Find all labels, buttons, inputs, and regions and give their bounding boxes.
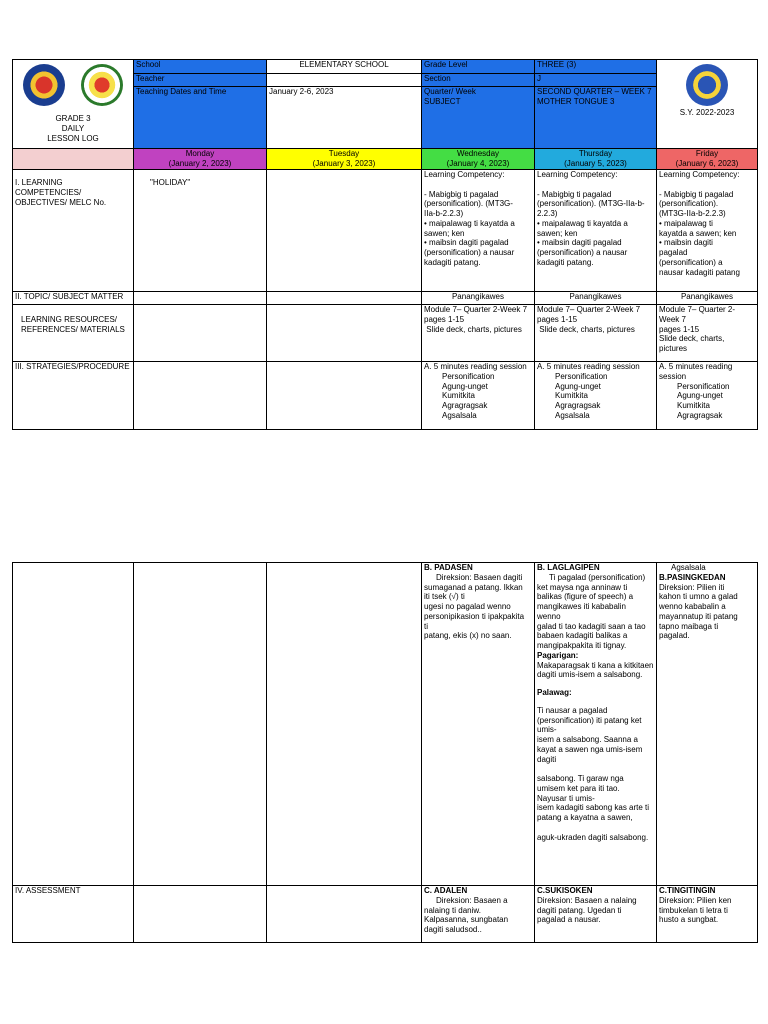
text-line: Direksion: Pilien ken [659, 895, 732, 905]
text-line: A. 5 minutes reading session [537, 362, 640, 371]
topic-label: II. TOPIC/ SUBJECT MATTER [13, 292, 134, 305]
text-line: balikas (figure of speech) a [537, 592, 634, 602]
dll-title: GRADE 3 DAILY LESSON LOG [47, 114, 99, 143]
monday-assessment [134, 886, 267, 943]
text-line: Direksion: Basaen a [436, 895, 508, 905]
day-header-wednesday: Wednesday (January 4, 2023) [422, 149, 535, 170]
thursday-strategies [535, 362, 657, 430]
text-line: aguk-ukraden dagiti salsabong. [537, 832, 649, 842]
text-line: mangikawes iti kababalin [537, 602, 626, 611]
text-line: (personification) a nausar [537, 248, 628, 257]
text-line: isem kadagiti sabong kas arte ti [537, 803, 650, 813]
school-year-cell [657, 60, 758, 149]
section-label: Section [422, 74, 535, 87]
text-line: ugesi no pagalad wenno [424, 602, 511, 611]
text-line [424, 180, 532, 190]
text-line: - Mabigbig ti pagalad [659, 189, 734, 199]
teacher-value [267, 74, 422, 87]
text-line: ti [424, 621, 428, 631]
text-line: Slide deck, charts, pictures [424, 324, 522, 334]
thursday-competency [535, 170, 657, 292]
p2-tuesday-cell [267, 563, 422, 886]
padasen-title: B. PADASEN [424, 563, 473, 572]
thursday-resources [535, 305, 657, 362]
text-line: dagiti patang. Ugedan ti [537, 905, 622, 915]
text-line: • maipalawag ti kayatda a [537, 218, 628, 228]
text-line: mayannatup iti patang [659, 611, 738, 621]
wednesday-competency [422, 170, 535, 292]
text-line: personipikasion ti ipakpakita [424, 611, 525, 621]
tuesday-topic [267, 292, 422, 305]
text-line: Agsalsala [442, 410, 477, 420]
wednesday-topic: Panangikawes [422, 292, 535, 305]
text-line: A. 5 minutes reading session [424, 362, 527, 371]
text-line: kayat a sawen nga umis-isem [537, 744, 643, 754]
sukisoken-body [537, 896, 654, 925]
text-line: kadagiti patang. [424, 257, 481, 267]
text-line: Module 7– Quarter 2- [659, 305, 736, 314]
text-line: kayatda a sawen; ken [659, 228, 737, 238]
pagarigan-title: Pagarigan: [537, 650, 579, 660]
palawag-body [537, 706, 654, 843]
text-line: (personification). [659, 199, 719, 209]
text-line: timbukelan ti letra ti [659, 905, 728, 915]
tuesday-strategies [267, 362, 422, 430]
agsalsala-text: Agsalsala [671, 563, 706, 572]
sukisoken-title: C.SUKISOKEN [537, 886, 593, 895]
text-line: Kumitkita [555, 391, 588, 401]
school-value: ELEMENTARY SCHOOL [267, 60, 422, 74]
text-line: mangipakpakita iti tignay. [537, 641, 627, 650]
text-line: • maibsin dagiti pagalad [537, 238, 622, 248]
text-line [537, 823, 654, 833]
text-line: Learning Competency: [659, 170, 740, 179]
text-line: • maipalawag ti kayatda a [424, 218, 515, 228]
text-line: Learning Competency: [537, 170, 618, 179]
text-line: Makaparagsak ti kana a kitkitaen [537, 660, 654, 670]
text-line: (MT3G-IIa-b-2.2.3) [659, 209, 726, 218]
text-line: - Mabigbig ti pagalad [537, 189, 612, 199]
text-line: Week 7 [659, 314, 686, 324]
pasingkedan-body [659, 583, 755, 642]
text-line [537, 180, 654, 190]
text-line: pages 1-15 [659, 324, 700, 334]
text-line: Agung-unget [555, 381, 601, 391]
school-year: S.Y. 2022-2023 [679, 108, 735, 117]
sukisoken-cell [535, 886, 657, 943]
day-header-friday: Friday (January 6, 2023) [657, 149, 758, 170]
text-line: kahon ti umno a galad [659, 592, 738, 602]
text-line: (personification) a [659, 257, 723, 267]
district-seal-icon [686, 64, 728, 106]
text-line: Agragragsak [442, 401, 488, 410]
text-line: Direksion: Basaen a nalaing [537, 895, 637, 905]
laglagipen-cell [535, 563, 657, 886]
text-line: salsabong. Ti garaw nga [537, 774, 624, 783]
text-line: Direksion: Basaen dagiti [436, 572, 523, 582]
text-line: (personification) iti patang ket [537, 715, 642, 725]
grade-level-label: Grade Level [422, 60, 535, 74]
text-line: • maipalawag ti [659, 218, 713, 228]
quarter-subject-label: Quarter/ Week SUBJECT [422, 87, 535, 149]
text-line: babaen kadagiti balikas a [537, 631, 628, 641]
section-value: J [535, 74, 657, 87]
text-line: Agsalsala [555, 410, 590, 420]
text-line: Agung-unget [677, 391, 723, 401]
pasingkedan-cell [657, 563, 758, 886]
friday-topic: Panangikawes [657, 292, 758, 305]
laglagipen-body [537, 573, 654, 651]
school-seal-icon [81, 64, 123, 106]
tingitingin-cell [657, 886, 758, 943]
text-line: - Mabigbig ti pagalad [424, 189, 499, 199]
padasen-body [424, 573, 532, 641]
day-header-thursday: Thursday (January 5, 2023) [535, 149, 657, 170]
text-line [659, 180, 755, 190]
padasen-cell [422, 563, 535, 886]
adalen-cell [422, 886, 535, 943]
text-line: Direksion: Pilien iti [659, 582, 725, 592]
text-line: session [659, 371, 687, 381]
day-header-monday: Monday (January 2, 2023) [134, 149, 267, 170]
dates-value: January 2-6, 2023 [267, 87, 422, 149]
thursday-topic: Panangikawes [535, 292, 657, 305]
text-line: wenno kababalin a [659, 602, 726, 611]
text-line: patang, ekis (x) no saan. [424, 631, 512, 641]
resources-label: LEARNING RESOURCES/ REFERENCES/ MATERIALS [13, 305, 134, 362]
dates-label: Teaching Dates and Time [134, 87, 267, 149]
text-line: pages 1-15 [537, 314, 578, 324]
tingitingin-body [659, 896, 755, 925]
adalen-title: C. ADALEN [424, 886, 468, 895]
text-line: pagalad. [659, 631, 690, 641]
text-line: Module 7– Quarter 2-Week 7 [424, 305, 528, 314]
friday-resources [657, 305, 758, 362]
wednesday-strategies [422, 362, 535, 430]
text-line: sumaganad a patang. Ikkan [424, 582, 523, 592]
day-header-tuesday: Tuesday (January 3, 2023) [267, 149, 422, 170]
text-line: umisem ket para iti tao. [537, 783, 620, 793]
holiday-cell: "HOLIDAY" [134, 170, 267, 292]
header-logo-cell [13, 60, 134, 149]
text-line: dagiti [537, 754, 557, 764]
text-line: Ti nausar a pagalad [537, 705, 608, 715]
text-line: Personification [442, 371, 495, 381]
deped-seal-icon [23, 64, 65, 106]
palawag-title: Palawag: [537, 688, 572, 697]
text-line: (personification). (MT3G- [424, 199, 513, 209]
wednesday-resources [422, 305, 535, 362]
text-line: pictures [659, 344, 688, 353]
text-line: sawen; ken [424, 228, 465, 238]
text-line: ket maysa nga anninaw ti [537, 582, 628, 592]
text-line: (personification) a nausar [424, 248, 515, 257]
monday-strategies [134, 362, 267, 430]
text-line: pagalad a nausar. [537, 915, 601, 925]
text-line: Slide deck, charts, pictures [537, 324, 635, 334]
laglagipen-title: B. LAGLAGIPEN [537, 563, 600, 572]
text-line: nalaing ti daniw. [424, 905, 481, 915]
adalen-body [424, 896, 532, 935]
text-line: Slide deck, charts, [659, 334, 725, 344]
pagarigan-body [537, 661, 654, 681]
text-line: Personification [555, 371, 608, 381]
teacher-label: Teacher [134, 74, 267, 87]
text-line: dagiti saludsod.. [424, 925, 482, 934]
text-line: iti tsek (√) ti [424, 592, 465, 602]
tuesday-assessment [267, 886, 422, 943]
text-line: (personification). (MT3G-IIa-b- [537, 199, 645, 209]
p2-monday-cell [134, 563, 267, 886]
text-line: A. 5 minutes reading [659, 362, 733, 371]
friday-strategies [657, 362, 758, 430]
text-line: pagalad [659, 248, 688, 257]
quarter-subject-value: SECOND QUARTER – WEEK 7 MOTHER TONGUE 3 [535, 87, 657, 149]
text-line: Kalpasanna, sungbatan [424, 915, 509, 925]
text-line: IIa-b-2.2.3) [424, 209, 464, 218]
day-row-left [13, 149, 134, 170]
text-line: nausar kadagiti patang [659, 267, 740, 277]
assessment-label: IV. ASSESSMENT [13, 886, 134, 943]
text-line: tapno maibaga ti [659, 621, 719, 631]
objectives-label: I. LEARNING COMPETENCIES/ OBJECTIVES/ MELC No. [13, 170, 134, 292]
lesson-log-table-page1 [12, 59, 758, 430]
text-line: Personification [677, 381, 730, 391]
p2-label-cell [13, 563, 134, 886]
tuesday-competency [267, 170, 422, 292]
text-line: Ti pagalad (personification) [549, 572, 646, 582]
text-line: • maibsin dagiti pagalad [424, 238, 509, 248]
text-line: Agragragsak [677, 410, 723, 420]
text-line: Kumitkita [442, 391, 475, 401]
text-line: sawen; ken [537, 228, 578, 238]
text-line: Nayusar ti umis- [537, 793, 595, 803]
text-line: Kumitkita [677, 401, 710, 410]
text-line: galad ti tao kadagiti saan a tao [537, 621, 646, 631]
monday-resources [134, 305, 267, 362]
friday-competency [657, 170, 758, 292]
lesson-log-table-page2 [12, 562, 758, 943]
text-line: dagiti umis-isem a salsabong. [537, 670, 643, 680]
text-line: Module 7– Quarter 2-Week 7 [537, 305, 641, 314]
text-line: umis- [537, 725, 557, 735]
text-line: pages 1-15 [424, 314, 465, 324]
text-line: 2.2.3) [537, 209, 558, 218]
grade-level-value: THREE (3) [535, 60, 657, 74]
text-line: kadagiti patang. [537, 257, 594, 267]
text-line: Agragragsak [555, 401, 601, 410]
tuesday-resources [267, 305, 422, 362]
text-line [537, 764, 654, 774]
text-line: Agung-unget [442, 381, 488, 391]
text-line: wenno [537, 611, 561, 621]
text-line: • maibsin dagiti [659, 238, 713, 248]
school-label: School [134, 60, 267, 74]
text-line: Learning Competency: [424, 170, 505, 179]
tingitingin-title: C.TINGITINGIN [659, 886, 716, 895]
pasingkedan-title: B.PASINGKEDAN [659, 572, 726, 582]
monday-topic [134, 292, 267, 305]
text-line: husto a sungbat. [659, 915, 719, 925]
text-line: isem a salsabong. Saanna a [537, 735, 638, 744]
text-line: patang a kayatna a sawen, [537, 813, 633, 822]
strategies-label: III. STRATEGIES/PROCEDURE [13, 362, 134, 430]
